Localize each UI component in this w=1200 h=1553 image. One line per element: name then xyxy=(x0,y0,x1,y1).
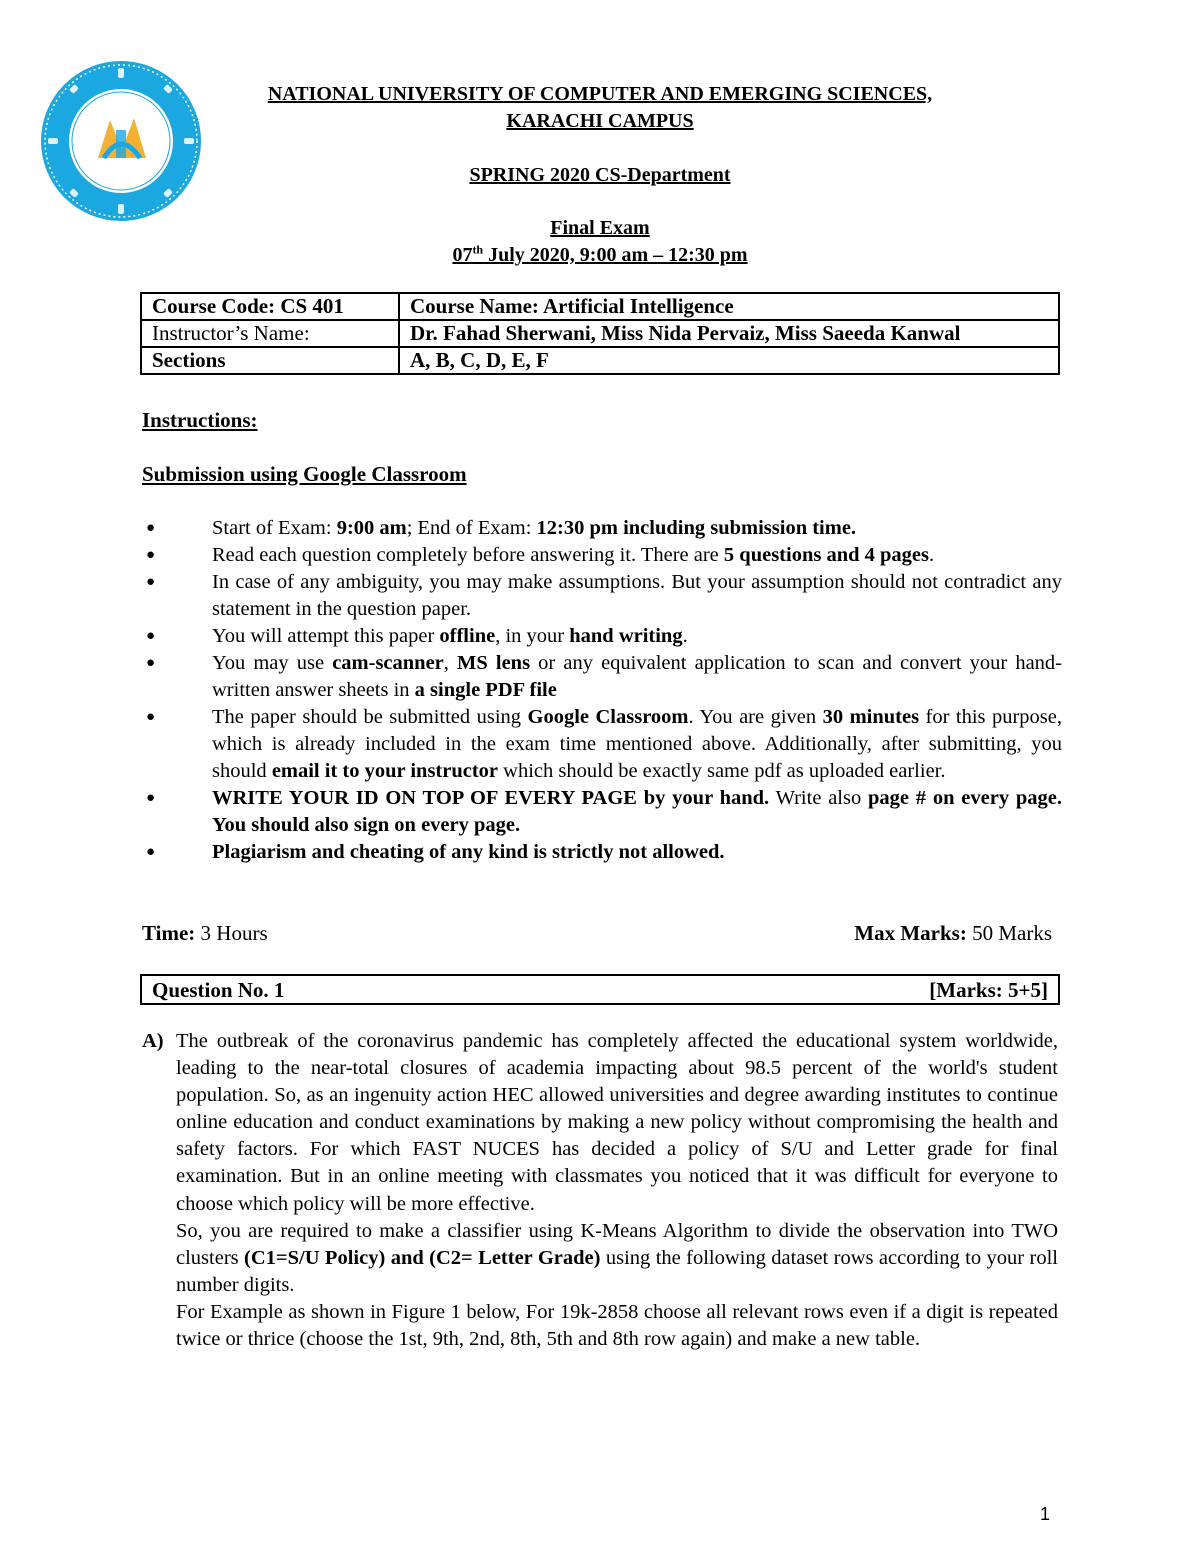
instruction-text: The paper should be submitted using xyxy=(212,706,528,728)
instructions-heading: Instructions: xyxy=(142,408,258,432)
instruction-item xyxy=(142,515,1062,542)
instruction-text: 9:00 am xyxy=(336,517,407,539)
instruction-item xyxy=(142,785,1062,839)
instruction-text: Start of Exam: xyxy=(212,517,337,539)
part-a-paragraph-2 xyxy=(176,1218,1058,1299)
table-row xyxy=(141,320,1059,347)
instruction-text: . xyxy=(682,625,688,647)
exam-date xyxy=(140,243,1060,267)
max-marks-info xyxy=(854,920,1052,946)
instruction-list xyxy=(142,515,1062,866)
instruction-text: In case of any ambiguity, you may make assumptions. But your assumption should not contradict any statement in the question paper. xyxy=(212,571,1062,620)
instruction-text: You will attempt this paper xyxy=(212,625,440,647)
sections-cell: A, B, C, D, E, F xyxy=(399,347,1059,374)
question-marks: [Marks: 5+5] xyxy=(929,978,1048,1002)
instruction-text: which should be exactly same pdf as uploaded earlier. xyxy=(498,760,946,782)
sections-label-cell: Sections xyxy=(141,347,399,374)
part-a-paragraph-3: For Example as shown in Figure 1 below, For 19k-2858 choose all relevant rows even if a digit is repeated twice or thrice (choose the 1st, 9th, 2nd, 8th, 5th and 8th row again) and make a new table. xyxy=(176,1300,1058,1351)
instruction-item xyxy=(142,839,1062,866)
instruction-item xyxy=(142,704,1062,785)
exam-title: Final Exam xyxy=(550,217,650,239)
instruction-text: ; End of Exam: xyxy=(406,517,537,539)
part-a-p2-end: using the following dataset rows according to your roll number digits. xyxy=(176,1246,1058,1296)
part-a-label: A) xyxy=(142,1030,164,1052)
submission-heading: Submission using Google Classroom xyxy=(142,462,467,486)
bullet-icon: ● xyxy=(146,547,156,563)
instruction-text: Plagiarism and cheating of any kind is strictly not allowed. xyxy=(212,841,725,863)
instruction-text: . You are given xyxy=(688,706,823,728)
instruction-item xyxy=(142,623,1062,650)
instruction-text: WRITE YOUR ID ON TOP OF EVERY PAGE by your hand. xyxy=(212,787,770,809)
date-suffix: th xyxy=(472,242,484,257)
instruction-text: offline xyxy=(439,625,496,647)
instruction-item xyxy=(142,542,1062,569)
time-info xyxy=(142,921,268,945)
time-marks-row xyxy=(142,920,1052,946)
instruction-text: Google Classroom xyxy=(527,706,689,728)
bullet-icon: ● xyxy=(146,520,156,536)
instruction-text: email it to your instructor xyxy=(271,760,499,782)
instruction-text: Write also xyxy=(769,787,869,809)
instruction-text: hand writing xyxy=(569,625,683,647)
max-marks-label: Max Marks: xyxy=(854,921,967,945)
university-name: NATIONAL UNIVERSITY OF COMPUTER AND EMERGING SCIENCES, xyxy=(267,83,933,105)
date-rest: July 2020, 9:00 am – 12:30 pm xyxy=(483,244,748,266)
date-day: 07 xyxy=(452,244,473,266)
part-a-p2-text: So, you are required to make a classifier using K-Means Algorithm to divide the observation into TWO clusters xyxy=(176,1219,1058,1269)
instruction-text: a single PDF file xyxy=(414,679,557,701)
semester-line: SPRING 2020 CS-Department xyxy=(469,164,731,186)
question-title: Question No. 1 xyxy=(152,978,285,1002)
instruction-item xyxy=(142,569,1062,623)
course-name-cell: Course Name: Artificial Intelligence xyxy=(399,293,1059,320)
bullet-icon: ● xyxy=(146,574,156,590)
instruction-item xyxy=(142,650,1062,704)
bullet-icon: ● xyxy=(146,790,156,806)
table-row xyxy=(141,293,1059,320)
course-info-table xyxy=(140,292,1060,375)
instructor-label-cell: Instructor’s Name: xyxy=(141,320,399,347)
instruction-text: or any equivalent application to scan and convert your hand-written answer sheets in xyxy=(212,652,1062,701)
part-a-p2-clusters: (C1=S/U Policy) and (C2= Letter Grade) xyxy=(244,1246,601,1269)
page-number: 1 xyxy=(1040,1504,1051,1524)
bullet-icon: ● xyxy=(146,709,156,725)
instruction-text: for this purpose, which is already included in the exam time mentioned above. Additionally, after submitting, you should xyxy=(212,706,1063,782)
campus-name: KARACHI CAMPUS xyxy=(506,110,694,132)
instructors-cell: Dr. Fahad Sherwani, Miss Nida Pervaiz, Miss Saeeda Kanwal xyxy=(399,320,1059,347)
question-header-box xyxy=(140,974,1060,1005)
instruction-text: You may use xyxy=(212,652,333,674)
part-a-paragraph-1: The outbreak of the coronavirus pandemic has completely affected the educational system worldwide, leading to the near-total closures of academia impacting about 98.5 percent of the world's student population. So, as an ingenuity action HEC allowed universities and degree awarding institutes to continue online education and conduct examinations by making a new policy without compromising the health and safety factors. For which FAST NUCES has decided a policy of S/U and Letter grade for final examination. But in an online meeting with classmates you noticed that it was difficult for everyone to choose which policy will be more effective. xyxy=(176,1030,1058,1215)
max-marks-value: 50 Marks xyxy=(966,921,1052,945)
instruction-text: 5 questions and 4 pages xyxy=(723,544,929,566)
bullet-icon: ● xyxy=(146,844,156,860)
instruction-text: MS lens xyxy=(457,652,531,674)
time-value: 3 Hours xyxy=(195,921,268,945)
bullet-icon: ● xyxy=(146,655,156,671)
instruction-text: Read each question completely before answering it. There are xyxy=(212,544,724,566)
bullet-icon: ● xyxy=(146,628,156,644)
instruction-text: 30 minutes xyxy=(822,706,920,728)
instruction-text: cam-scanner xyxy=(332,652,444,674)
time-label: Time: xyxy=(142,921,196,945)
instruction-text: . xyxy=(928,544,935,566)
course-code-cell: Course Code: CS 401 xyxy=(141,293,399,320)
question-part-a xyxy=(142,1028,1058,1353)
instruction-text: 12:30 pm including submission time. xyxy=(536,517,857,539)
table-row xyxy=(141,347,1059,374)
instruction-text: , in your xyxy=(495,625,570,647)
instruction-text: page # on every page. You should also sign on every page. xyxy=(212,787,1062,836)
instruction-text: , xyxy=(443,652,458,674)
